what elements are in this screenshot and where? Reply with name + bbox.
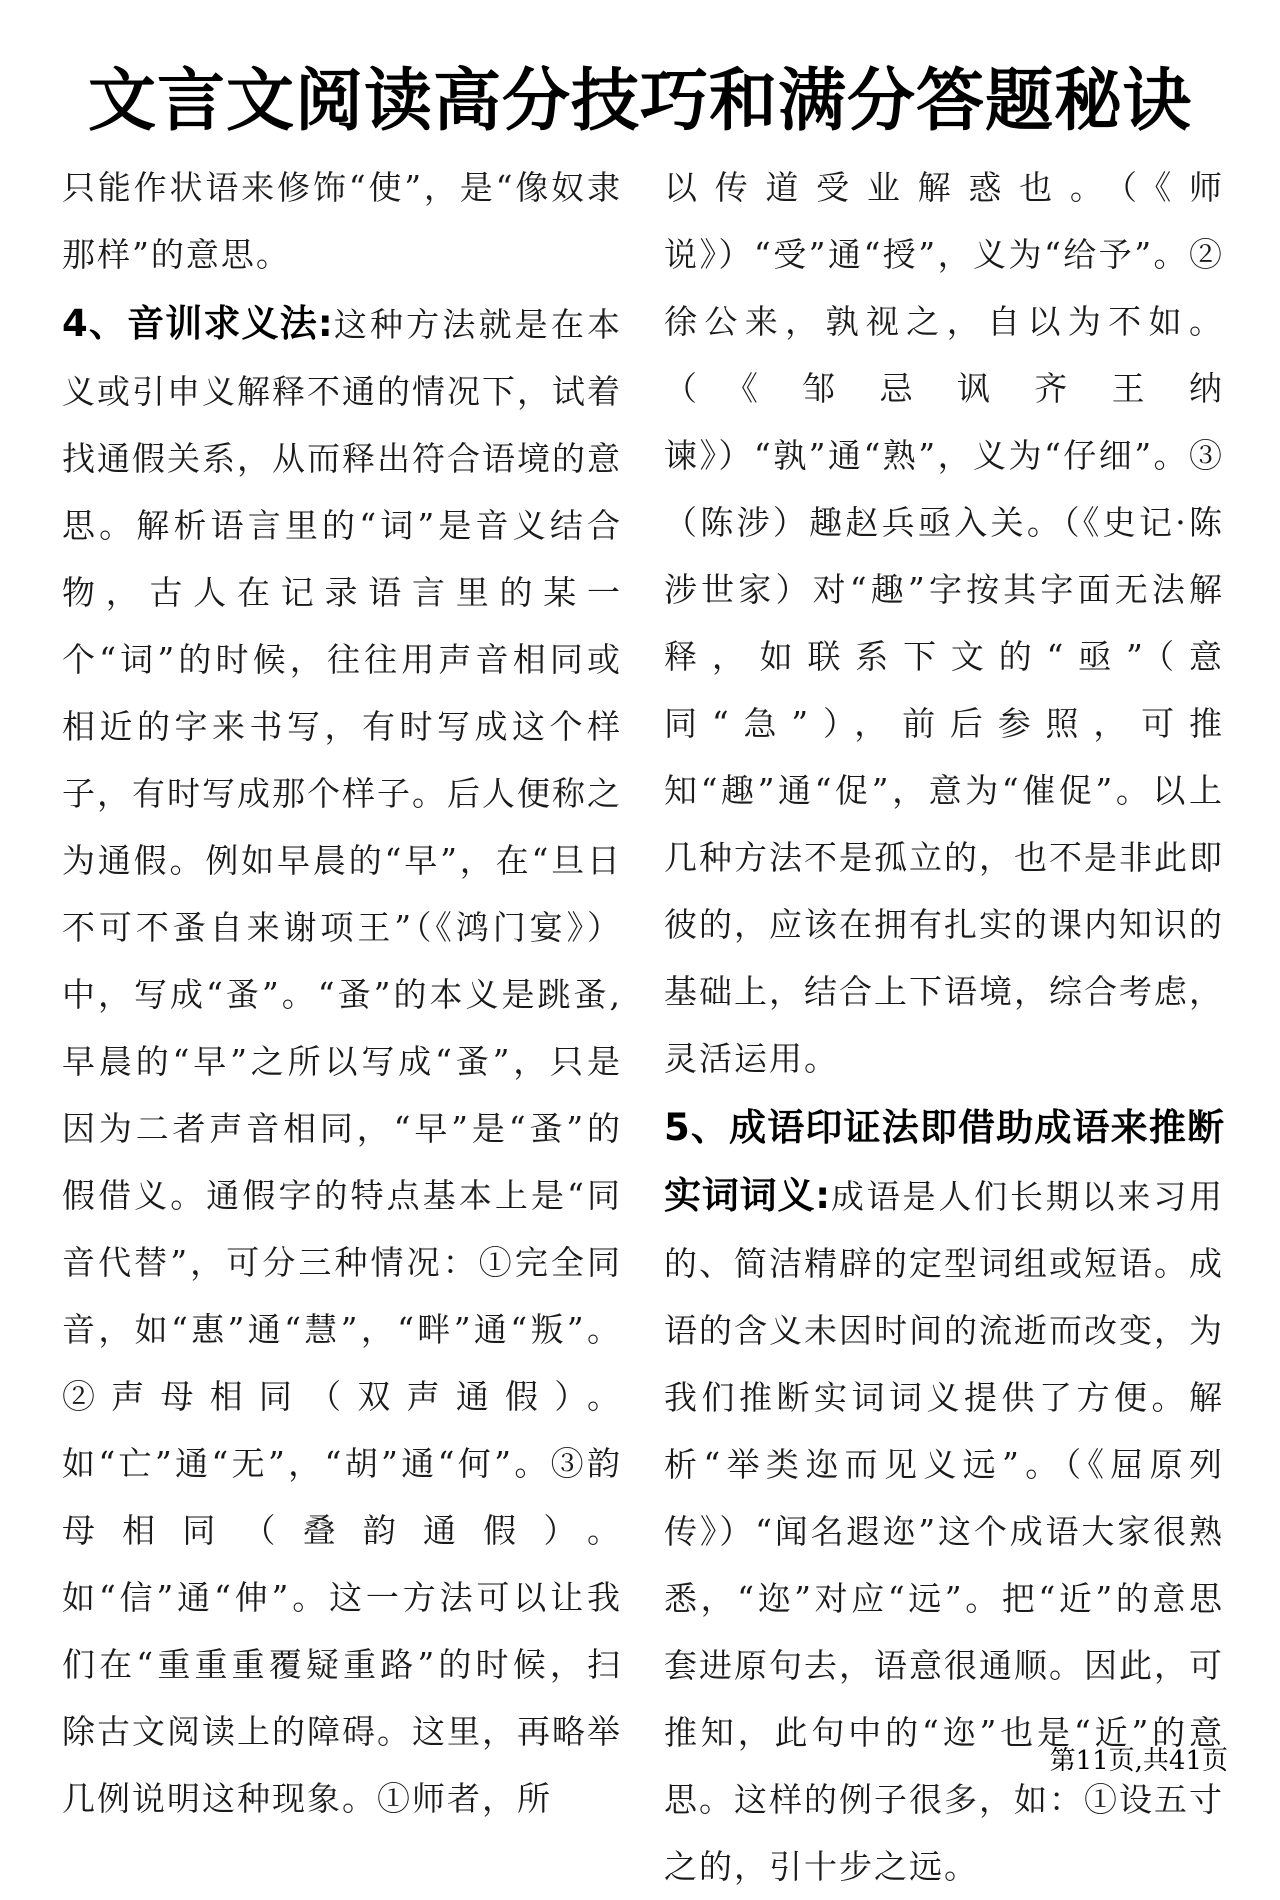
section-4-body: 这种方法就是在本义或引申义解释不通的情况下，试着找通假关系，从而释出符合语境的意思。解析语言里的“词”是音义结合物，古人在记录语言里的某一个“词”的时候，往往用声音相同或相近的字来书写，有时写成这个样子，有时写成那个样子。后人便称之为通假。例如早晨的“早”，在“旦日不可不蚤自来谢项王”（《鸿门宴》）中，写成“蚤”。“蚤”的本义是跳蚤,早晨的“早”之所以写成“蚤”，只是因为二者声音相同，“早”是“蚤”的假借义。通假字的特点基本上是“同音代替”，可分三种情况：①完全同音，如“惠”通“慧”，“畔”通“叛”。②声母相同（双声通假）。如“亡”通“无”，“胡”通“何”。③韵母相同（叠韵通假）。如“信”通“伸”。这一方法可以让我们在“重重重覆疑重路”的时候，扫除古文阅读上的障碍。这里，再略举几例说明这种现象。①师者，所: [62, 305, 622, 1818]
section-5-heading: 5、成语印证法即借助成语来推断实词词义:: [664, 1106, 1224, 1217]
section-4-paragraph: [62, 290, 622, 1832]
intro-paragraph: [62, 154, 622, 288]
continuation-paragraph: [664, 154, 1224, 1092]
page-indicator: 第11页,共41页: [1049, 1746, 1228, 1776]
section-4-heading: 4、音训求义法:: [62, 302, 333, 345]
right-column: [664, 154, 1224, 1900]
section-5-paragraph: [664, 1094, 1224, 1900]
continuation-text: 以传道受业解惑也。（《师说》）“受”通“授”，义为“给予”。②徐公来，孰视之，自以为不如。（《邹忌讽齐王纳谏》）“孰”通“熟”，义为“仔细”。③（陈涉）趣赵兵亟入关。（《史记·陈涉世家）对“趣”字按其字面无法解释，如联系下文的“亟”（意同“急”），前后参照，可推知“趣”通“促”，意为“催促”。以上几种方法不是孤立的，也不是非此即彼的，应该在拥有扎实的课内知识的基础上，结合上下语境，综合考虑，灵活运用。: [664, 168, 1224, 1078]
page-title: 文言文阅读高分技巧和满分答题秘诀: [87, 62, 1192, 141]
intro-text: 只能作状语来修饰“使”，是“像奴隶那样”的意思。: [62, 168, 622, 274]
section-5-body: 成语是人们长期以来习用的、简洁精辟的定型词组或短语。成语的含义未因时间的流逝而改变，为我们推断实词词义提供了方便。解析“举类迩而见义远”。（《屈原列传》）“闻名遐迩”这个成语大家很熟悉，“迩”对应“远”。把“近”的意思套进原句去，语意很通顺。因此，可推知，此句中的“迩”也是“近”的意思。这样的例子很多，如：①设五寸之的，引十步之远。: [664, 1177, 1225, 1886]
left-column: [62, 154, 622, 1832]
